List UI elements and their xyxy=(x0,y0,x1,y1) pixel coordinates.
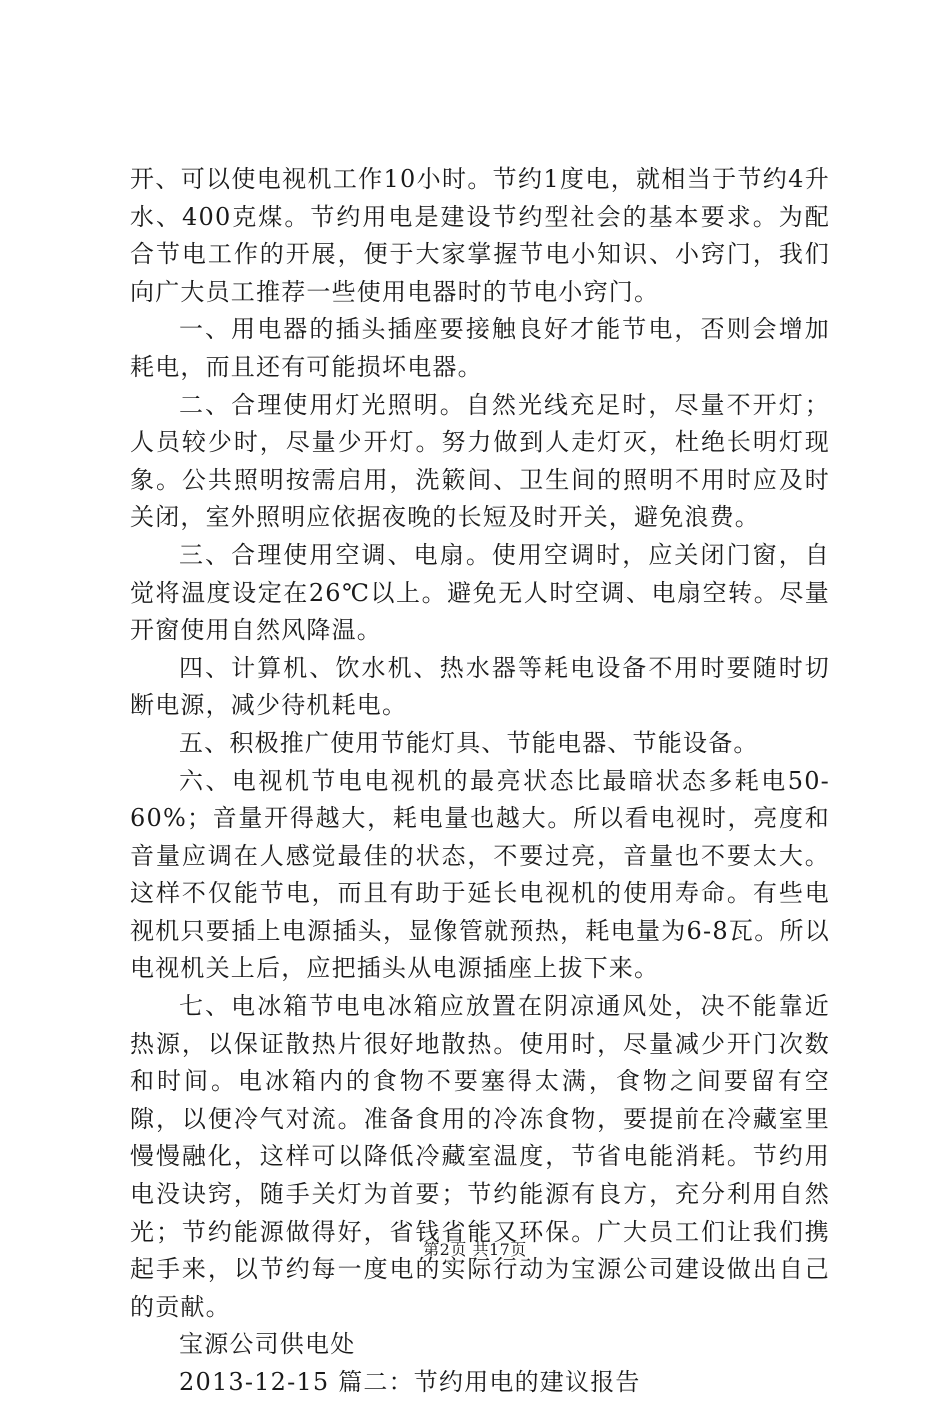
paragraph-item-7: 七、电冰箱节电电冰箱应放置在阴凉通风处，决不能靠近热源，以保证散热片很好地散热。使用时，尽量减少开门次数和时间。电冰箱内的食物不要塞得太满，食物之间要留有空隙，以便冷气对流。准备食用的冷冻食物，要提前在冷藏室里慢慢融化，这样可以降低冷藏室温度，节省电能消耗。节约用电没诀窍，随手关灯为首要；节约能源有良方，充分利用自然光；节约能源做得好，省钱省能又环保。广大员工们让我们携起手来，以节约每一度电的实际行动为宝源公司建设做出自己的贡献。 xyxy=(130,992,830,1321)
paragraph-continuation: 开、可以使电视机工作10小时。节约1度电，就相当于节约4升水、400克煤。节约用电是建设节约型社会的基本要求。为配合节电工作的开展，便于大家掌握节电小知识、小窍门，我们向广大员工推荐一些使用电器时的节电小窍门。 xyxy=(130,165,830,306)
paragraph-item-3: 三、合理使用空调、电扇。使用空调时，应关闭门窗，自觉将温度设定在26℃以上。避免无人时空调、电扇空转。尽量开窗使用自然风降温。 xyxy=(130,540,830,645)
page-number-footer: 第2页 共17页 xyxy=(423,1240,527,1259)
paragraph-item-4: 四、计算机、饮水机、热水器等耗电设备不用时要随时切断电源，减少待机耗电。 xyxy=(130,653,830,720)
paragraph-item-2: 二、合理使用灯光照明。自然光线充足时，尽量不开灯；人员较少时，尽量少开灯。努力做到人走灯灭，杜绝长明灯现象。公共照明按需启用，洗簌间、卫生间的照明不用时应及时关闭，室外照明应依据夜晚的长短及时开关，避免浪费。 xyxy=(130,390,830,532)
signature-organization: 宝源公司供电处 xyxy=(179,1330,356,1359)
date-and-next-section-title: 2013-12-15 篇二：节约用电的建议报告 xyxy=(179,1368,641,1396)
paragraph-item-5: 五、积极推广使用节能灯具、节能电器、节能设备。 xyxy=(179,728,759,757)
paragraph-item-1: 一、用电器的插头插座要接触良好才能节电，否则会增加耗电，而且还有可能损坏电器。 xyxy=(130,315,830,381)
document-body xyxy=(130,161,830,1402)
paragraph-item-6: 六、电视机节电电视机的最亮状态比最暗状态多耗电50-60%；音量开得越大，耗电量也越大。所以看电视时，亮度和音量应调在人感觉最佳的状态，不要过亮，音量也不要太大。这样不仅能节电，而且有助于延长电视机的使用寿命。有些电视机只要插上电源插头，显像管就预热，耗电量为6-8瓦。所以电视机关上后，应把插头从电源插座上拔下来。 xyxy=(130,766,830,983)
